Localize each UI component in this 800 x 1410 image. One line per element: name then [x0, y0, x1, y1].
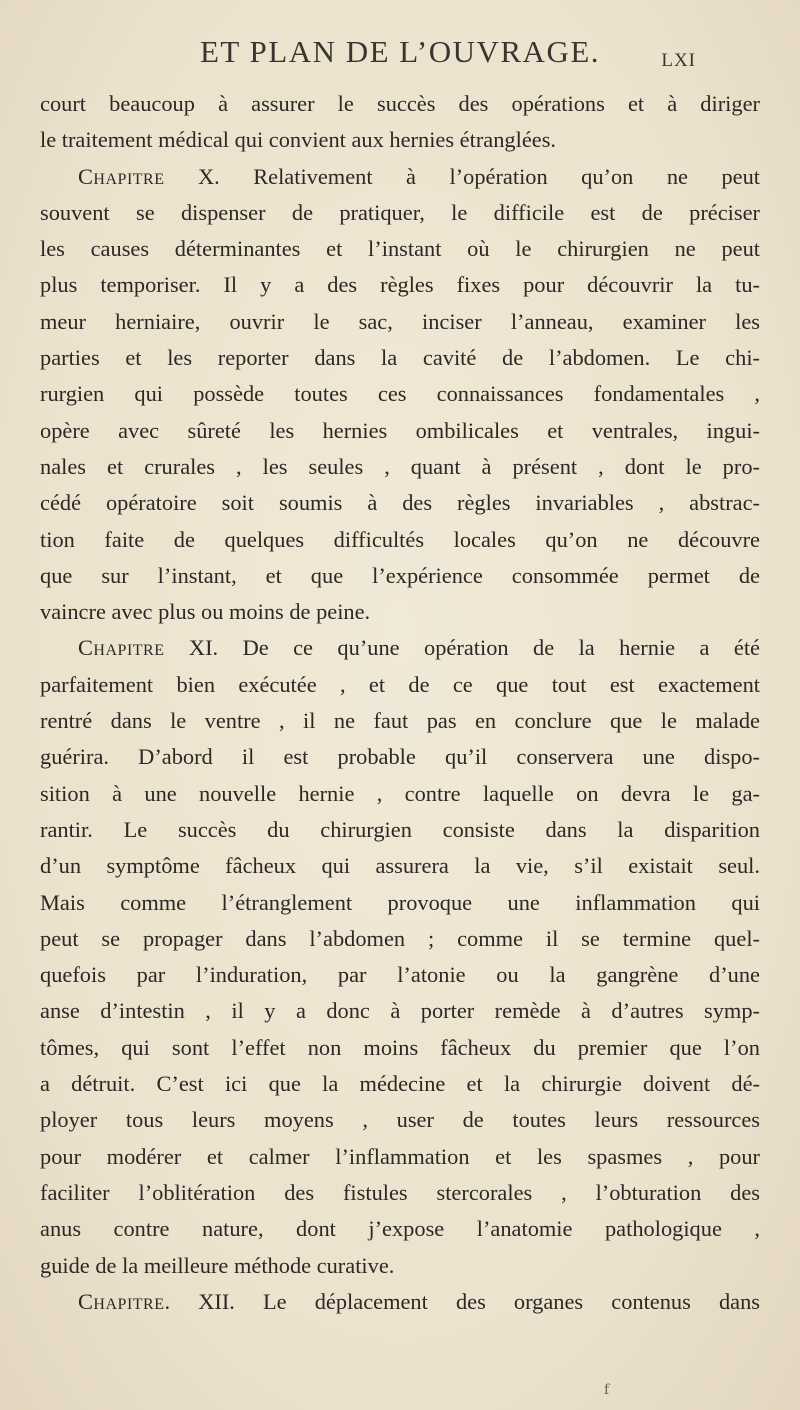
text-line: guérira. D’abord il est probable qu’il conservera une dispo-	[40, 744, 760, 770]
text-line: Mais comme l’étranglement provoque une inflammation qui	[40, 889, 760, 915]
chapter-label: Chapitre	[78, 163, 165, 189]
text-line: rurgien qui possède toutes ces connaissances fondamentales ,	[40, 381, 760, 407]
body-text	[40, 86, 760, 1320]
catchword-mark: f	[604, 1382, 610, 1398]
text-line: le traitement médical qui convient aux hernies étranglées.	[40, 127, 557, 153]
text-line: les causes déterminantes et l’instant où le chirurgien ne peut	[40, 236, 760, 262]
text-line: pour modérer et calmer l’inflammation et les spasmes , pour	[40, 1143, 760, 1169]
page-header	[0, 34, 800, 74]
text-line: guide de la meilleure méthode curative.	[40, 1252, 395, 1278]
text-line: sition à une nouvelle hernie , contre laquelle on devra le ga-	[40, 780, 760, 806]
text-line: anus contre nature, dont j’expose l’anatomie pathologique ,	[40, 1216, 760, 1242]
text-line: a détruit. C’est ici que la médecine et la chirurgie doivent dé-	[40, 1071, 760, 1097]
text-line: souvent se dispenser de pratiquer, le difficile est de préciser	[40, 199, 760, 225]
text-line: que sur l’instant, et que l’expérience consommée permet de	[40, 562, 760, 588]
text-line: parfaitement bien exécutée , et de ce que tout est exactement	[40, 671, 760, 697]
text-line: tion faite de quelques difficultés locales qu’on ne découvre	[40, 526, 760, 552]
text-line: quefois par l’induration, par l’atonie ou la gangrène d’une	[40, 962, 760, 988]
text-line: tômes, qui sont l’effet non moins fâcheux du premier que l’on	[40, 1034, 760, 1060]
page-number: LXI	[661, 50, 696, 71]
text-line: meur herniaire, ouvrir le sac, inciser l’anneau, examiner les	[40, 308, 760, 334]
chapter-line	[40, 630, 760, 666]
text-line: ployer tous leurs moyens , user de toutes leurs ressources	[40, 1107, 760, 1133]
text-line: rentré dans le ventre , il ne faut pas en conclure que le malade	[40, 708, 760, 734]
chapter-line	[40, 1284, 760, 1320]
running-title: ET PLAN DE L’OUVRAGE.	[199, 34, 601, 69]
text-line: nales et crurales , les seules , quant à présent , dont le pro-	[40, 453, 760, 479]
text-line: XI. De ce qu’une opération de la hernie a été	[164, 635, 760, 661]
chapter-line	[40, 159, 760, 195]
text-line: rantir. Le succès du chirurgien consiste dans la disparition	[40, 816, 760, 842]
text-line: faciliter l’oblitération des fistules stercorales , l’obturation des	[40, 1179, 760, 1205]
text-line: X. Relativement à l’opération qu’on ne peut	[164, 163, 760, 189]
text-line: plus temporiser. Il y a des règles fixes pour découvrir la tu-	[40, 272, 760, 298]
text-line: court beaucoup à assurer le succès des opérations et à diriger	[40, 91, 760, 116]
text-line: . XII. Le déplacement des organes contenus dans	[164, 1288, 760, 1314]
text-line: peut se propager dans l’abdomen ; comme il se termine quel-	[40, 925, 760, 951]
text-line: opère avec sûreté les hernies ombilicales et ventrales, ingui-	[40, 417, 760, 443]
text-line: cédé opératoire soit soumis à des règles invariables , abstrac-	[40, 490, 760, 516]
chapter-label: Chapitre	[78, 1288, 165, 1314]
text-line: d’un symptôme fâcheux qui assurera la vie, s’il existait seul.	[40, 853, 760, 879]
text-line: anse d’intestin , il y a donc à porter remède à d’autres symp-	[40, 998, 760, 1024]
text-line: vaincre avec plus ou moins de peine.	[40, 599, 371, 625]
chapter-label: Chapitre	[78, 635, 165, 661]
text-line: parties et les reporter dans la cavité de l’abdomen. Le chi-	[40, 345, 760, 371]
